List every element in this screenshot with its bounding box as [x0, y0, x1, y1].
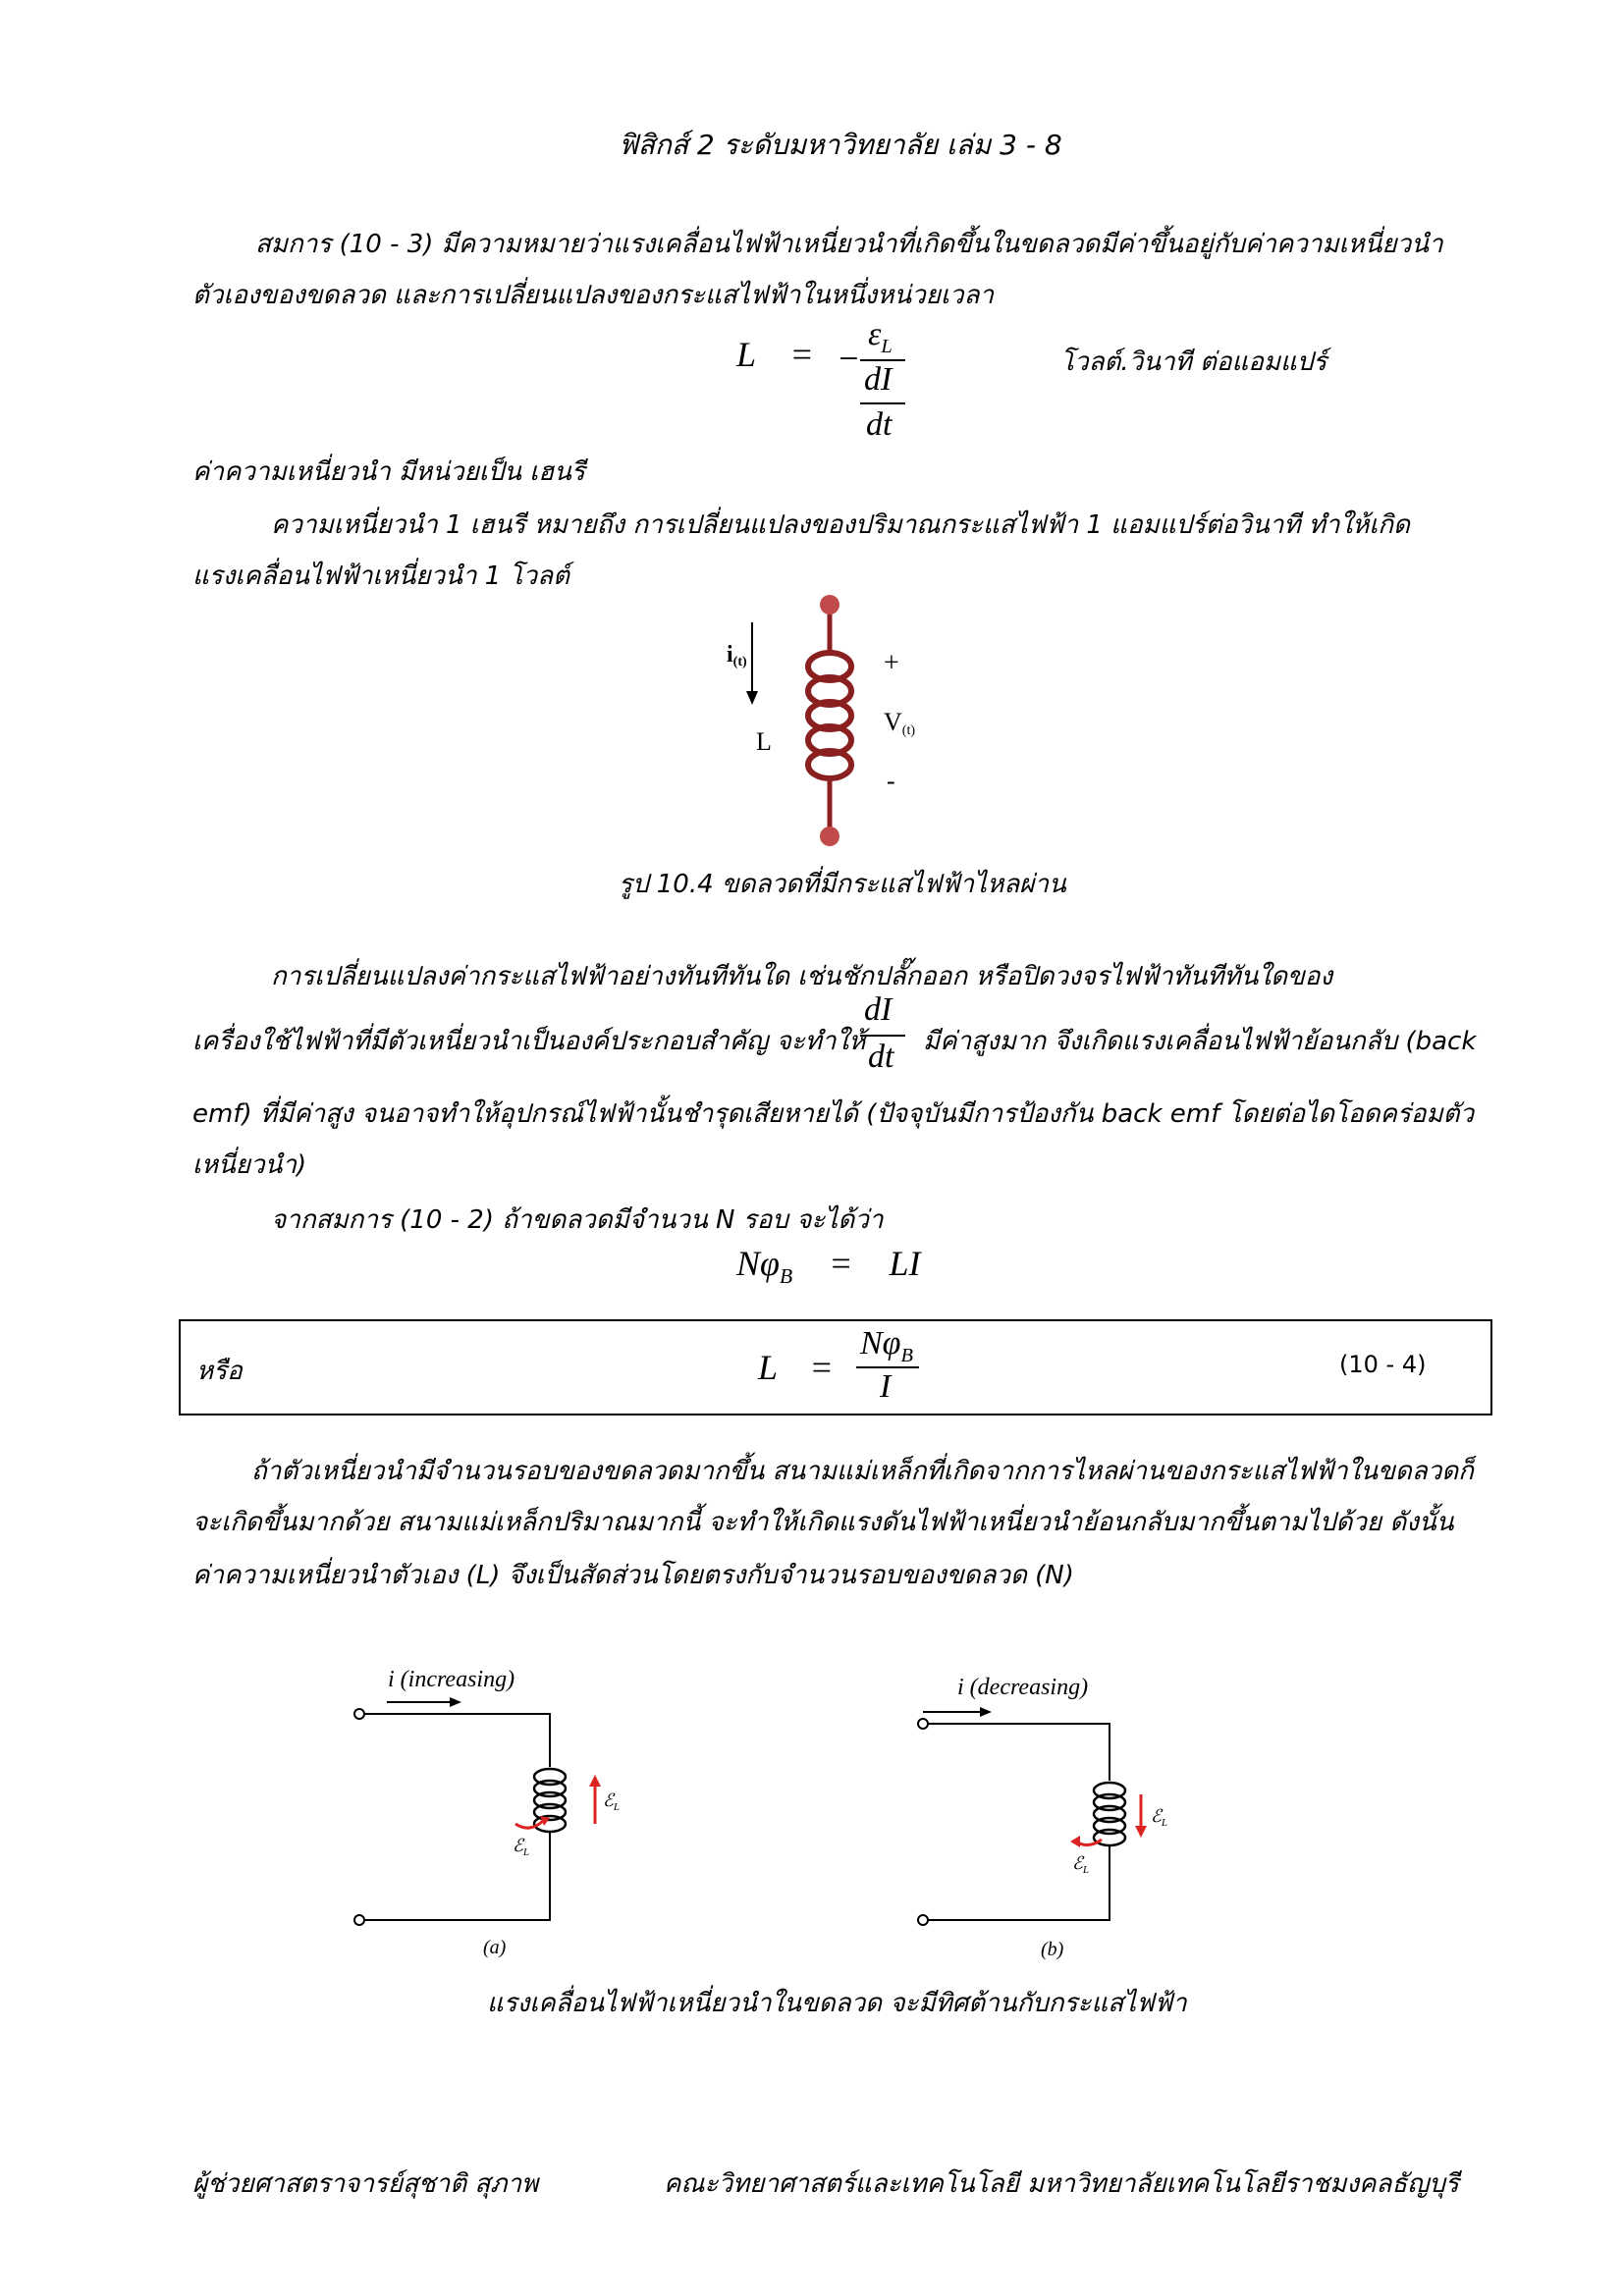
current-arrow-icon: [746, 691, 758, 705]
back-emf-figure: [344, 1659, 1178, 1963]
eq1-dt: dt: [866, 406, 893, 443]
from-equation-line: จากสมการ (10 - 2) ถ้าขดลวดมีจำนวน N รอบ จะได้ว่า: [271, 1205, 884, 1235]
equation-flux-linkage: [736, 1243, 920, 1289]
voltage-label: V(t): [884, 708, 915, 738]
paragraph-1-line-1: สมการ (10 - 3) มีความหมายว่าแรงเคลื่อนไฟฟ้าเหนี่ยวนำที่เกิดขึ้นในขดลวดมีค่าขึ้นอยู่กับค่าความเหนี่ยวนำ: [255, 230, 1443, 259]
emf-label-b-right: ℰ$_L$: [1151, 1806, 1168, 1829]
inductor-figure: [707, 593, 943, 848]
eq1-inner-fraction-bar: [860, 402, 905, 404]
paragraph-3-line-3: ค่าความเหนี่ยวนำตัวเอง (L) จึงเป็นสัดส่วนโดยตรงกับจำนวนรอบของขดลวด (N): [192, 1561, 1074, 1590]
eq1-di: dI: [864, 361, 893, 398]
para2-di: dI: [864, 991, 893, 1028]
emf-label-a-right: ℰ$_L$: [603, 1790, 621, 1813]
eq1-lhs: L: [736, 335, 756, 374]
boxed-lhs: [758, 1347, 834, 1388]
emf-label-a-left: ℰ$_L$: [513, 1836, 530, 1858]
paragraph-2-line-2b: มีค่าสูงมาก จึงเกิดแรงเคลื่อนไฟฟ้าย้อนกลับ (back: [923, 1027, 1477, 1056]
minus-sign: -: [887, 767, 895, 795]
eq2-lhs: Nφ: [736, 1244, 780, 1283]
eq1-equals: =: [789, 335, 814, 374]
top-terminal-icon: [820, 595, 839, 614]
henry-definition-line-2: แรงเคลื่อนไฟฟ้าเหนี่ยวนำ 1 โวลต์: [192, 561, 569, 591]
back-emf-caption: แรงเคลื่อนไฟฟ้าเหนี่ยวนำในขดลวด จะมีทิศต้านกับกระแสไฟฟ้า: [487, 1989, 1187, 2018]
paragraph-2-line-4: เหนี่ยวนำ): [192, 1150, 307, 1180]
footer-author: ผู้ช่วยศาสตราจารย์สุชาติ สุภาพ: [192, 2169, 539, 2199]
paragraph-2-line-2a: เครื่องใช้ไฟฟ้าที่มีตัวเหนี่ยวนำเป็นองค์ประกอบสำคัญ จะทำให้: [192, 1027, 866, 1056]
emf-arrow-down-icon: [1135, 1826, 1147, 1838]
inductor-label: L: [756, 727, 772, 756]
figure-10-4-caption: รูป 10.4 ขดลวดที่มีกระแสไฟฟ้าไหลผ่าน: [619, 870, 1066, 899]
emf-label-b-left: ℰ$_L$: [1072, 1853, 1090, 1876]
para2-dt: dt: [868, 1039, 894, 1075]
eq1-numerator: [868, 316, 893, 358]
increasing-label: i (increasing): [388, 1667, 515, 1692]
eq2-rhs: LI: [889, 1244, 921, 1283]
paragraph-2-line-3: emf) ที่มีค่าสูง จนอาจทำให้อุปกรณ์ไฟฟ้านั้นชำรุดเสียหายได้ (ปัจจุบันมีการป้องกัน back emf โดยต่อไดโอดคร่อมตัว: [192, 1099, 1475, 1129]
emf-arrow-up-icon: [589, 1775, 601, 1787]
emf-curl-arrow-b-icon: [1070, 1836, 1080, 1847]
paragraph-3-line-2: จะเกิดขึ้นมากด้วย สนามแม่เหล็กปริมาณมากนี้ จะทำให้เกิดแรงดันไฟฟ้าเหนี่ยวนำย้อนกลับมากขึ้นตามไปด้วย ดังนั้น: [192, 1508, 1454, 1537]
eq2-equals: =: [829, 1244, 853, 1283]
boxed-label: หรือ: [196, 1357, 243, 1386]
henry-definition-line-1: ความเหนี่ยวนำ 1 เฮนรี หมายถึง การเปลี่ยนแปลงของปริมาณกระแสไฟฟ้า 1 แอมแปร์ต่อวินาที ทำให้เกิด: [271, 510, 1410, 540]
boxed-equals: =: [809, 1348, 834, 1387]
eq1-unit: โวลต์.วินาที ต่อแอมแปร์: [1060, 347, 1327, 377]
boxed-equation-10-4: [179, 1319, 1492, 1415]
eq2-lhs-subscript: B: [779, 1264, 793, 1289]
plus-sign: +: [884, 648, 899, 678]
figure-a-tag: (a): [483, 1937, 507, 1958]
equation-inductance-definition: [736, 334, 839, 375]
increasing-arrow-icon: [450, 1697, 461, 1707]
para2-fraction-bar: [860, 1035, 905, 1037]
paragraph-2-line-1: การเปลี่ยนแปลงค่ากระแสไฟฟ้าอย่างทันทีทันใด เช่นชักปลั๊กออก หรือปิดวงจรไฟฟ้าทันทีทันใดของ: [271, 962, 1333, 991]
boxed-numerator: [860, 1325, 913, 1367]
figure-b-tag: (b): [1041, 1939, 1064, 1960]
boxed-denominator: I: [880, 1368, 892, 1405]
decreasing-label: i (decreasing): [957, 1675, 1089, 1700]
eq1-emf-subscript: L: [881, 335, 893, 357]
boxed-L: L: [758, 1348, 778, 1387]
page-header: ฟิสิกส์ 2 ระดับมหาวิทยาลัย เล่ม 3 - 8: [619, 129, 1062, 161]
bottom-terminal-icon: [820, 827, 839, 846]
boxed-num-symbol: Nφ: [860, 1325, 901, 1362]
footer-institution: คณะวิทยาศาสตร์และเทคโนโลยี มหาวิทยาลัยเทคโนโลยีราชมงคลธัญบุรี: [664, 2169, 1459, 2199]
boxed-num-subscript: B: [900, 1344, 913, 1366]
paragraph-1-line-2: ตัวเองของขดลวด และการเปลี่ยนแปลงของกระแสไฟฟ้าในหนึ่งหน่วยเวลา: [192, 281, 995, 310]
eq1-emf-symbol: ε: [868, 316, 882, 352]
current-label: i(t): [727, 642, 747, 669]
equation-number: (10 - 4): [1339, 1351, 1427, 1378]
decreasing-arrow-icon: [980, 1707, 992, 1717]
paragraph-3-line-1: ถ้าตัวเหนี่ยวนำมีจำนวนรอบของขดลวดมากขึ้น สนามแม่เหล็กที่เกิดจากการไหลผ่านของกระแสไฟฟ้าในขดลวดก็: [251, 1457, 1474, 1486]
henry-unit-line: ค่าความเหนี่ยวนำ มีหน่วยเป็น เฮนรี: [192, 457, 585, 487]
eq1-minus-sign: −: [837, 339, 861, 378]
